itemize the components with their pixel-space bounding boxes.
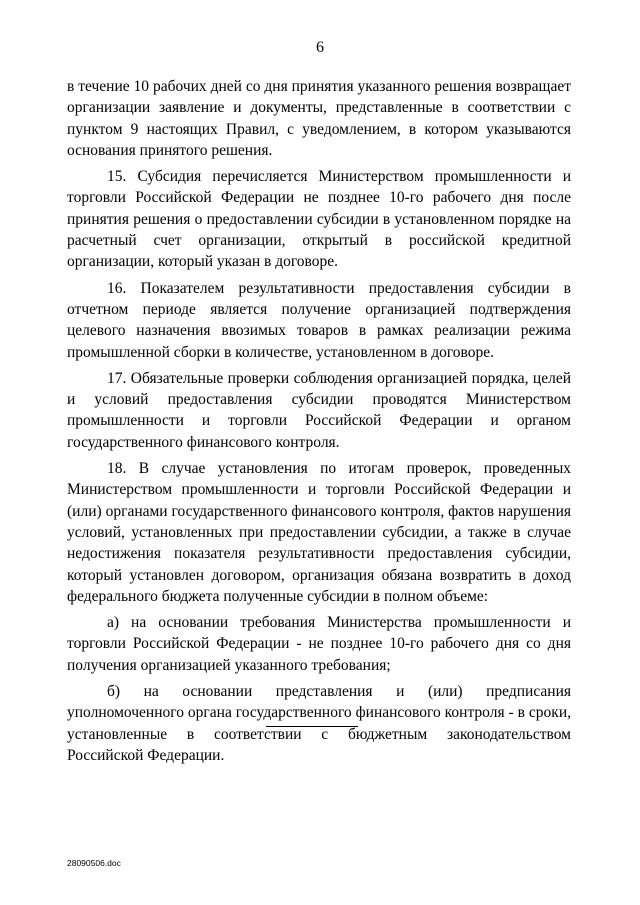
paragraph-18: 18. В случае установления по итогам проверок, проведенных Министерством промышленности и торговли Российской Федерации и (или) органами государственного финансового контроля, фактов нарушения условий, установленных при предоставлении субсидии, а также в случае недостижения показателя результативности предоставления субсидии, который установлен договором, организация обязана возвратить в доход федерального бюджета полученные субсидии в полном объеме: — [67, 460, 571, 605]
paragraph-16: 16. Показателем результативности предоставления субсидии в отчетном периоде является получение организацией подтверждения целевого назначения ввозимых товаров в рамках реализации режима промышленной сборки в количестве, установленном в договоре. — [67, 279, 571, 361]
paragraph-18-a: а) на основании требования Министерства промышленности и торговли Российской Федерации - не позднее 10-го рабочего дня со дня получения организацией указанного требования; — [67, 614, 571, 674]
paragraph-15: 15. Субсидия перечисляется Министерством промышленности и торговли Российской Федерации не позднее 10-го рабочего дня после принятия решения о предоставлении субсидии в установленном порядке на расчетный счет организации, открытый в российской кредитной организации, который указан в договоре. — [67, 168, 571, 271]
paragraph-continuation: в течение 10 рабочих дней со дня принятия указанного решения возвращает организации заявление и документы, представленные в соответствии с пунктом 9 настоящих Правил, с уведомлением, в котором указываются основания принятого решения. — [67, 78, 571, 159]
end-of-document-rule — [266, 726, 358, 727]
document-file-code: 28090506.doc — [67, 858, 121, 868]
document-body — [67, 76, 571, 766]
page-number: 6 — [316, 39, 324, 56]
paragraph-18-b: б) на основании представления и (или) предписания уполномоченного органа государственного финансового контроля - в сроки, установленные в соответствии с бюджетным законодательством Российской Федерации. — [67, 683, 571, 764]
paragraph-17: 17. Обязательные проверки соблюдения организацией порядка, целей и условий предоставления субсидии проводятся Министерством промышленности и торговли Российской Федерации и органом государственного финансового контроля. — [67, 369, 571, 451]
